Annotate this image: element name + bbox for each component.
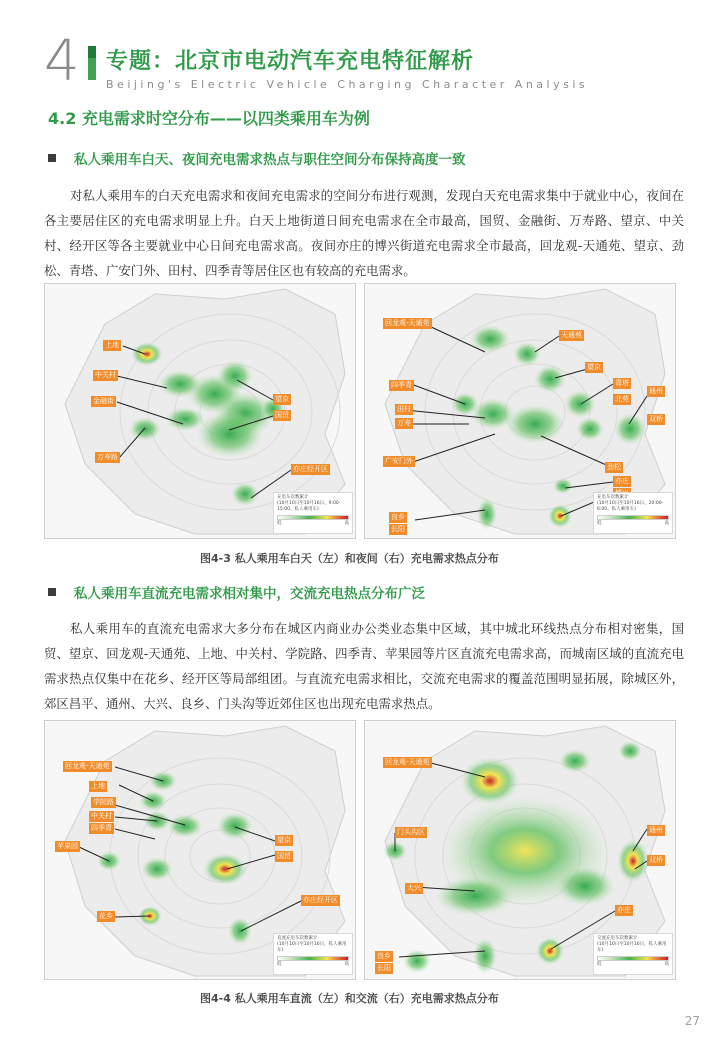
map-label: 四季青 — [391, 381, 412, 389]
map-label: 学院路 — [93, 798, 114, 806]
legend-gradient — [597, 515, 669, 520]
map-label: 上地 — [105, 341, 119, 349]
map-legend — [593, 492, 673, 534]
map-label: 亦庄 — [615, 477, 629, 485]
legend-low: 低 — [597, 521, 602, 526]
legend-note: (10月10日至10月16日、私人乘用车) — [597, 942, 667, 953]
chapter-subtitle: Beijing's Electric Vehicle Charging Character Analysis — [106, 78, 589, 91]
legend-title: 直流充电车次数累计 — [277, 936, 318, 941]
map-label: 通州 — [649, 826, 663, 834]
chapter-number: 4 — [44, 29, 80, 94]
map-label: 亦庄 — [617, 906, 631, 914]
header-accent-bar-dark — [88, 46, 96, 58]
map-label: 万寿 — [397, 419, 411, 427]
legend-note: (10月10日至10月16日、9:00-15:00、私人乘用车) — [277, 501, 341, 512]
heatmap-ac — [364, 720, 676, 980]
bullet-square-icon — [48, 588, 56, 596]
heatmap-daytime — [44, 283, 356, 539]
bullet-text: 私人乘用车白天、夜间充电需求热点与职住空间分布保持高度一致 — [74, 152, 466, 168]
map-label: 双桥 — [649, 415, 663, 423]
page-number: 27 — [684, 1014, 700, 1028]
bullet-heading-1 — [48, 148, 466, 168]
legend-low: 低 — [597, 962, 602, 967]
chapter-title: 专题：北京市电动汽车充电特征解析 — [106, 49, 475, 74]
map-label: 国贸 — [277, 852, 291, 860]
map-label: 望京 — [277, 836, 291, 844]
map-label: 望京 — [275, 395, 289, 403]
map-label: 亦庄经开区 — [303, 896, 338, 904]
map-label: 回龙观-天通苑 — [65, 762, 110, 770]
legend-title: 交流充电车次数累计 — [597, 936, 638, 941]
map-label: 亦庄经开区 — [293, 465, 328, 473]
map-label: 良乡 — [377, 952, 391, 960]
legend-gradient — [277, 515, 349, 520]
map-label: 中关村 — [91, 812, 112, 820]
bullet-heading-2 — [48, 582, 425, 602]
bullet-square-icon — [48, 154, 56, 162]
bullet-text: 私人乘用车直流充电需求相对集中，交流充电热点分布广泛 — [74, 586, 425, 602]
legend-title: 充电车次数累计 — [277, 495, 309, 500]
legend-note: (10月10日至10月16日、20:00-6:00、私人乘用车) — [597, 501, 664, 512]
map-label: 万寿路 — [97, 453, 118, 461]
legend-note: (10月10日至10月16日、私人乘用车) — [277, 942, 347, 953]
section-title: 4.2 充电需求时空分布——以四类乘用车为例 — [48, 109, 370, 128]
map-label: 回龙观-天通苑 — [385, 319, 430, 327]
map-label: 通州 — [649, 387, 663, 395]
heatmap-dc — [44, 720, 356, 980]
map-label: 大兴 — [407, 884, 421, 892]
legend-high: 高 — [664, 962, 669, 967]
figure-caption-1: 图4-3 私人乘用车白天（左）和夜间（右）充电需求热点分布 — [200, 552, 499, 565]
map-label: 苹果园 — [57, 842, 78, 850]
map-label: 田村 — [397, 405, 411, 413]
map-label: 劲松 — [607, 463, 621, 471]
map-label: 天通苑 — [561, 331, 582, 339]
map-label: 回龙观-天通苑 — [385, 758, 430, 766]
map-label: 金融街 — [93, 397, 114, 405]
map-label: 中关村 — [95, 371, 116, 379]
legend-title: 充电车次数累计 — [597, 495, 629, 500]
legend-low: 低 — [277, 962, 282, 967]
map-label: 上地 — [91, 782, 105, 790]
map-label: 长阳 — [391, 525, 405, 533]
paragraph-1: 对私人乘用车的白天充电需求和夜间充电需求的空间分布进行观测，发现白天充电需求集中于就业中心，夜间在各主要居住区的充电需求明显上升。白天上地街道日间充电需求在全市最高，国贸、金融街、万寿路、望京、中关村、经开区等各主要就业中心日间充电需求高。夜间亦庄的博兴街道充电需求全市最高，回龙观-天通苑、望京、劲松、青塔、广安门外、田村、四季青等居住区也有较高的充电需求。 — [44, 188, 684, 278]
paragraph-2: 私人乘用车的直流充电需求大多分布在城区内商业办公类业态集中区域，其中城北环线热点分布相对密集，国贸、望京、回龙观-天通苑、上地、中关村、学院路、四季青、苹果园等片区直流充电需求高，而城南区域的直流充电需求热点仅集中在花乡、经开区等局部组团。与直流充电需求相比，交流充电需求的覆盖范围明显拓展，除城区外，郊区昌平、通州、大兴、良乡、门头沟等近郊住区也出现充电需求热点。 — [44, 621, 684, 711]
legend-low: 低 — [277, 521, 282, 526]
chapter-header — [44, 29, 684, 98]
map-label: 双桥 — [649, 856, 663, 864]
map-label: 北苑 — [615, 395, 629, 403]
map-label: 良乡 — [391, 513, 405, 521]
map-label: 广安门外 — [385, 457, 413, 465]
map-label: 门头沟区 — [397, 828, 425, 836]
map-label: 花乡 — [99, 912, 113, 920]
legend-high: 高 — [344, 962, 349, 967]
map-label: 长阳 — [377, 964, 391, 972]
map-label: 四季青 — [91, 824, 112, 832]
map-legend — [273, 492, 353, 534]
legend-gradient — [597, 956, 669, 961]
heatmap-nighttime — [364, 283, 676, 539]
legend-gradient — [277, 956, 349, 961]
map-label: 望京 — [587, 363, 601, 371]
map-label: 青塔 — [615, 379, 629, 387]
figure-caption-2: 图4-4 私人乘用车直流（左）和交流（右）充电需求热点分布 — [200, 992, 499, 1005]
map-legend — [593, 933, 673, 975]
legend-high: 高 — [344, 521, 349, 526]
map-label: 国贸 — [275, 411, 289, 419]
map-legend — [273, 933, 353, 975]
legend-high: 高 — [664, 521, 669, 526]
